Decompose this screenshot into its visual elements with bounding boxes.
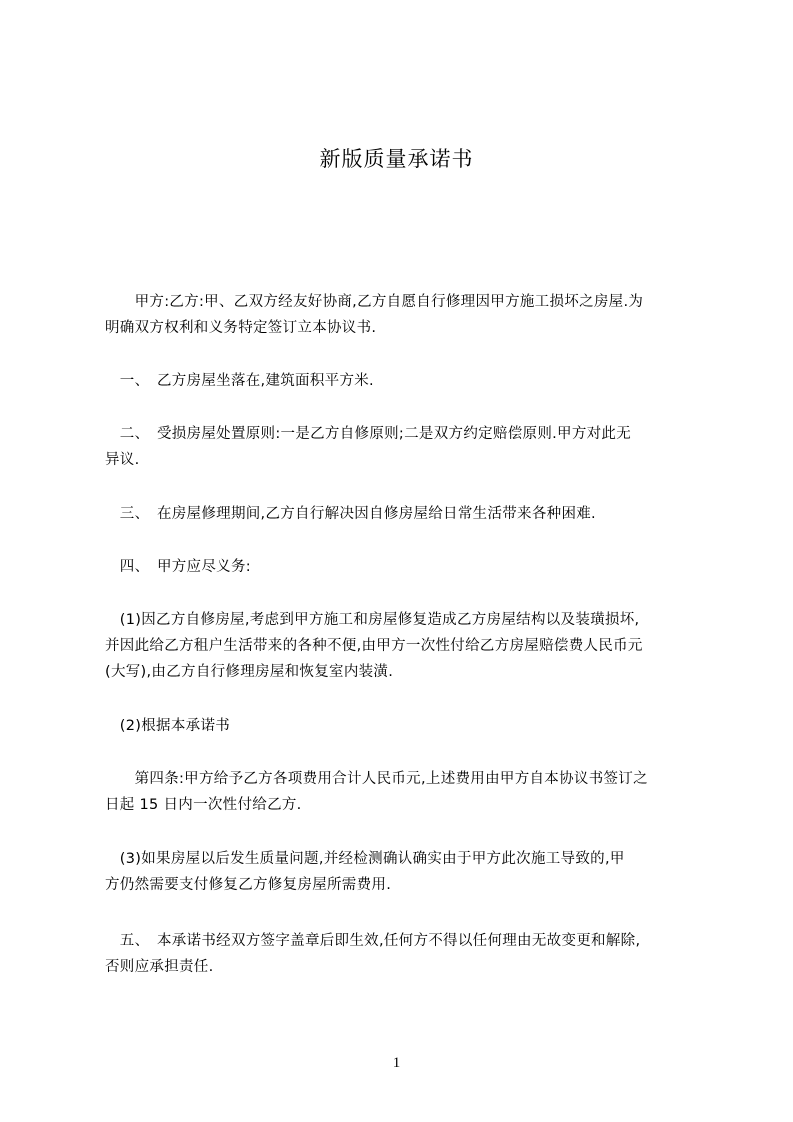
- paragraph-line: 方仍然需要支付修复乙方修复房屋所需费用.: [105, 877, 392, 893]
- paragraph-clause-1: [105, 368, 710, 394]
- paragraph-clause-4: [105, 554, 710, 580]
- document-title: 新版质量承诺书: [319, 147, 474, 171]
- page-number: 1: [392, 1055, 401, 1071]
- paragraph-clause-2: [105, 421, 710, 473]
- paragraph-line: (2)根据本承诺书: [105, 718, 231, 734]
- paragraph-line: 第四条:甲方给予乙方各项费用合计人民币元,上述费用由甲方自本协议书签订之: [105, 771, 648, 787]
- paragraph-line: 二、 受损房屋处置原则:一是乙方自修原则;二是双方约定赔偿原则.甲方对此无: [105, 426, 632, 442]
- paragraph-item-3: [105, 846, 710, 898]
- paragraph-line: 甲方:乙方:甲、乙双方经友好协商,乙方自愿自行修理因甲方施工损坏之房屋.为: [105, 294, 644, 310]
- paragraph-line: 否则应承担责任.: [105, 959, 214, 975]
- paragraph-item-1: [105, 607, 710, 685]
- paragraph-clause-3: [105, 501, 710, 527]
- paragraph-line: 异议.: [105, 452, 140, 468]
- paragraph-line: 四、 甲方应尽义务:: [105, 559, 251, 575]
- paragraph-line: 明确双方权利和义务特定签订立本协议书.: [105, 320, 377, 336]
- paragraph-line: 日起 15 日内一次性付给乙方.: [105, 797, 302, 813]
- paragraph-clause-5: [105, 928, 710, 980]
- paragraph-item-2: [105, 713, 710, 739]
- paragraph-line: (大写),由乙方自行修理房屋和恢复室内装潢.: [105, 664, 394, 680]
- paragraph-article-4: [105, 766, 710, 818]
- paragraph-line: 三、 在房屋修理期间,乙方自行解决因自修房屋给日常生活带来各种困难.: [105, 506, 596, 522]
- paragraph-line: (1)因乙方自修房屋,考虑到甲方施工和房屋修复造成乙方房屋结构以及装璜损坏,: [105, 612, 640, 628]
- paragraph-line: 五、 本承诺书经双方签字盖章后即生效,任何方不得以任何理由无故变更和解除,: [105, 933, 641, 949]
- paragraph-line: 一、 乙方房屋坐落在,建筑面积平方米.: [105, 373, 374, 389]
- paragraph-intro: [105, 289, 710, 341]
- paragraph-line: 并因此给乙方租户生活带来的各种不便,由甲方一次性付给乙方房屋赔偿费人民币元: [105, 638, 643, 654]
- paragraph-line: (3)如果房屋以后发生质量问题,并经检测确认确实由于甲方此次施工导致的,甲: [105, 851, 625, 867]
